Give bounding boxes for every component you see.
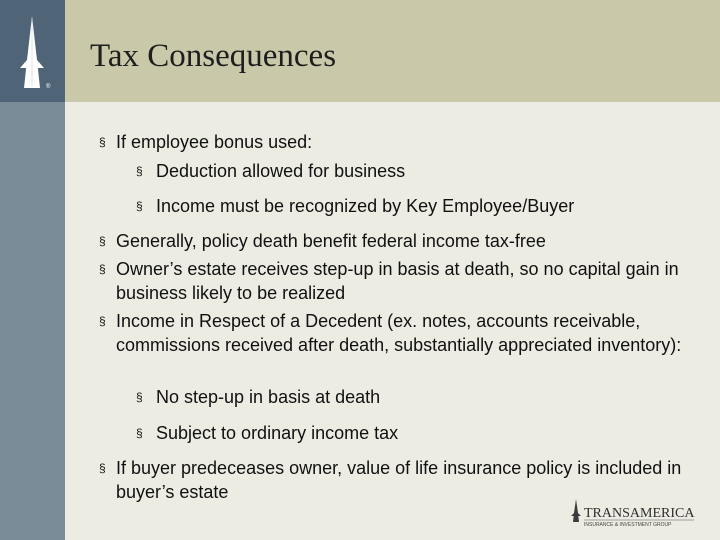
sub-bullet-item — [136, 194, 696, 218]
bullet-icon: § — [136, 164, 143, 178]
bullet-text: If buyer predeceases owner, value of life insurance policy is included in buyer’s estate — [116, 458, 682, 502]
bullet-icon: § — [99, 314, 106, 328]
bullet-text: Subject to ordinary income tax — [156, 423, 399, 443]
bullet-icon: § — [99, 135, 106, 149]
sub-bullet-item — [136, 385, 696, 409]
bullet-item — [99, 257, 699, 305]
bullet-item — [99, 229, 699, 253]
bullet-icon: § — [99, 262, 106, 276]
bullet-text: No step-up in basis at death — [156, 387, 381, 407]
bullet-icon: § — [136, 390, 143, 404]
bullet-text: Owner’s estate receives step-up in basis at death, so no capital gain in business likely to be realized — [116, 259, 679, 303]
pyramid-small-icon — [571, 499, 581, 522]
bullet-icon: § — [99, 234, 106, 248]
bullet-text: If employee bonus used: — [116, 132, 313, 152]
sub-bullet-item — [136, 159, 696, 183]
bullet-item — [99, 309, 699, 357]
transamerica-logo — [568, 495, 698, 529]
bullet-item — [99, 130, 699, 154]
bullet-icon: § — [136, 199, 143, 213]
bullet-text: Generally, policy death benefit federal income tax-free — [116, 231, 546, 251]
bullet-text: Income in Respect of a Decedent (ex. notes, accounts receivable, commissions received after death, substantially appreciated inventory): — [116, 311, 682, 355]
slide-title: Tax Consequences — [90, 38, 337, 74]
registered-mark: ® — [46, 84, 51, 90]
brand-tagline: INSURANCE & INVESTMENT GROUP — [584, 522, 672, 528]
bullet-icon: § — [136, 426, 143, 440]
sub-bullet-item — [136, 421, 696, 445]
bullet-text: Income must be recognized by Key Employee/Buyer — [156, 196, 575, 216]
brand-name: TRANSAMERICA — [584, 506, 695, 521]
bullet-icon: § — [99, 461, 106, 475]
bullet-text: Deduction allowed for business — [156, 161, 406, 181]
